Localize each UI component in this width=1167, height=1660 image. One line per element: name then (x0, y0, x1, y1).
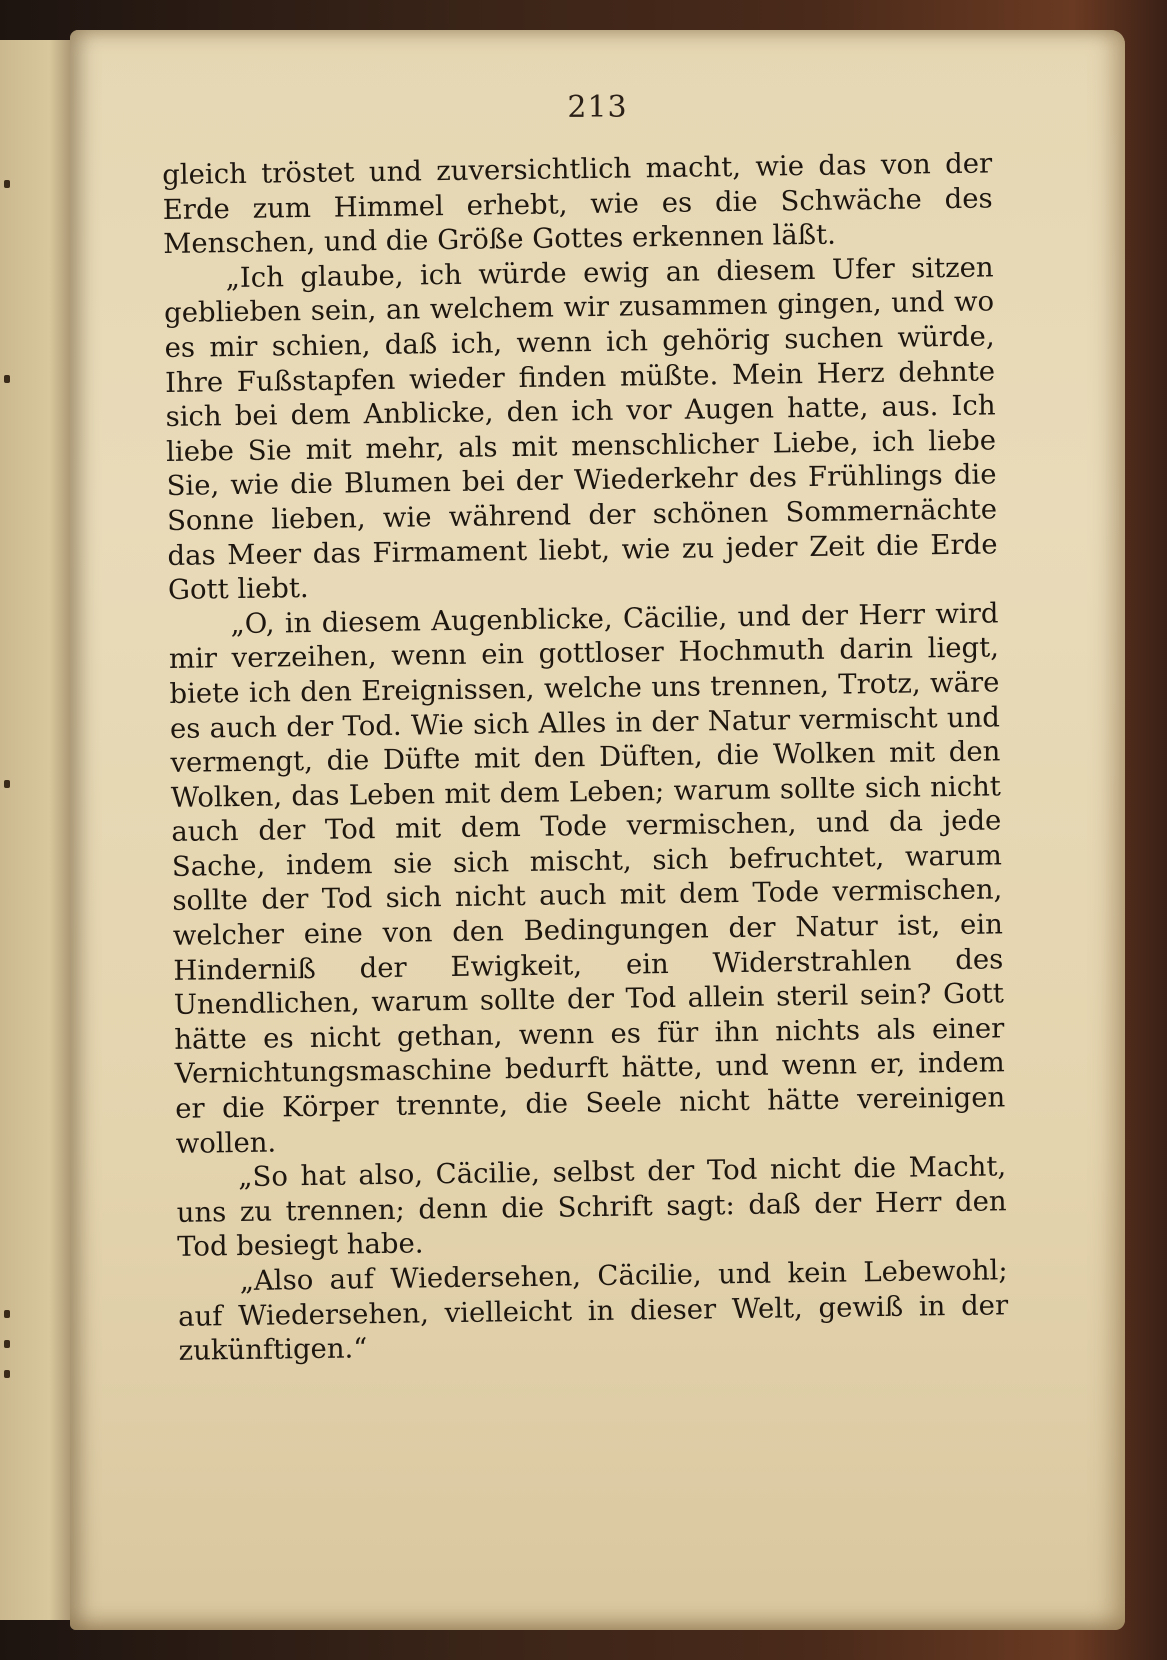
page-mark (4, 780, 10, 788)
page-number: 213 (567, 90, 628, 125)
book-page (70, 30, 1125, 1630)
paragraph: „Ich glaube, ich würde ewig an diesem Ufer sitzen geblieben sein, an welchem wir zusammen gingen, und wo es mir schien, daß ich, wenn ich gehörig suchen würde, Ihre Fußstapfen wieder finden müßte. Mein Herz dehnte sich bei dem Anblicke, den ich vor Augen hatte, aus. Ich liebe Sie mit mehr, als mit menschlicher Liebe, ich liebe Sie, wie die Blumen bei der Wiederkehr des Frühlings die Sonne lieben, wie während der schönen Sommernächte das Meer das Firmament liebt, wie zu jeder Zeit die Erde Gott liebt. (163, 251, 998, 607)
page-mark (4, 1340, 10, 1348)
paragraph: „Also auf Wiedersehen, Cäcilie, und kein Lebewohl; auf Wiedersehen, vielleicht in dieser Welt, gewiß in der zukünftigen.“ (177, 1254, 1009, 1368)
page-mark (4, 180, 10, 188)
page-mark (4, 375, 10, 383)
page-text (162, 146, 1009, 1368)
page-mark (4, 1310, 10, 1318)
paragraph: „So hat also, Cäcilie, selbst der Tod nicht die Macht, uns zu trennen; denn die Schrift sagt: daß der Herr den Tod besiegt habe. (176, 1150, 1007, 1264)
paragraph: gleich tröstet und zuversichtlich macht, wie das von der Erde zum Himmel erhebt, wie es die Schwäche des Menschen, und die Größe Gottes erkennen läßt. (162, 147, 993, 261)
page-mark (4, 1370, 10, 1378)
paragraph: „O, in diesem Augenblicke, Cäcilie, und der Herr wird mir verzeihen, wenn ein gottloser Hochmuth darin liegt, biete ich den Ereignissen, welche uns trennen, Trotz, wäre es auch der Tod. Wie sich Alles in der Natur vermischt und vermengt, die Düfte mit den Düften, die Wolken mit den Wolken, das Leben mit dem Leben; warum sollte sich nicht auch der Tod mit dem Tode vermischen, und da jede Sache, indem sie sich mischt, sich befruchtet, warum sollte der Tod sich nicht auch mit dem Tode vermischen, welcher eine von den Bedingungen der Natur ist, ein Hinderniß der Ewigkeit, ein Widerstrahlen des Unendlichen, warum sollte der Tod allein steril sein? Gott hätte es nicht gethan, wenn es für ihn nichts als einer Vernichtungsmaschine bedurft hätte, und wenn er, indem er die Körper trennte, die Seele nicht hätte vereinigen wollen. (168, 597, 1006, 1160)
